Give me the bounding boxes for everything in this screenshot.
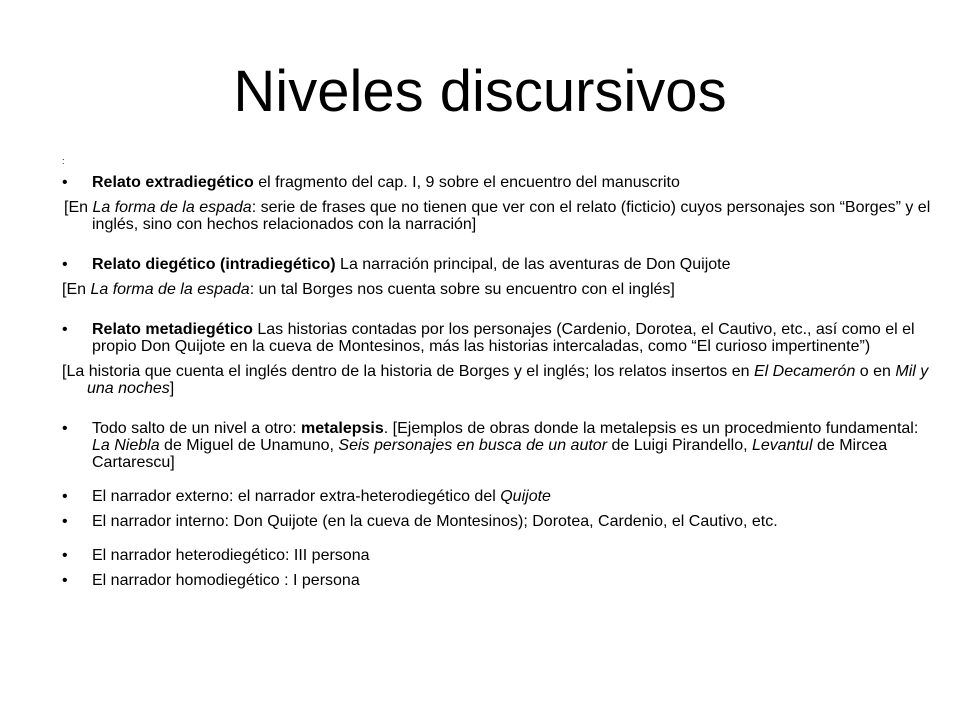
term-diegetico: Relato diegético (intradiegético) — [92, 256, 336, 273]
work-title: Mil y una noches — [87, 363, 929, 397]
metalepsis-text: de Luigi Pirandello, — [607, 437, 752, 454]
note-diegetico — [62, 281, 932, 298]
term-metadiegetico: Relato metadiegético — [92, 321, 253, 338]
bullet-metalepsis — [62, 420, 932, 471]
term-metalepsis: metalepsis — [301, 420, 384, 437]
note-metadiegetico — [62, 363, 932, 397]
work-title: Seis personajes en busca de un autor — [338, 437, 608, 454]
extradiegetico-text: el fragmento del cap. I, 9 sobre el encuentro del manuscrito — [253, 174, 680, 191]
work-title: Quijote — [500, 488, 551, 505]
note-extradiegetico — [62, 199, 932, 233]
bullet-narrador-heterodiegetico — [62, 547, 932, 564]
metalepsis-text: de Miguel de Unamuno, — [159, 437, 339, 454]
bullet-narrador-interno — [62, 513, 932, 530]
note-text: [La historia que cuenta el inglés dentro de la historia de Borges y el inglés; los relatos insertos en — [62, 363, 754, 380]
narrador-externo-text: El narrador externo: el narrador extra-heterodiegético del — [92, 488, 501, 505]
note-text: : un tal Borges nos cuenta sobre su encuentro con el inglés] — [249, 281, 675, 298]
diegetico-text: La narración principal, de las aventuras de Don Quijote — [335, 256, 731, 273]
bullet-narrador-externo — [62, 488, 932, 505]
work-title: La Niebla — [92, 437, 160, 454]
note-text: : serie de frases que no tienen que ver con el relato (ficticio) cuyos personajes son “Borges” y el inglés, sino con hechos relacionados con la narración] — [92, 199, 931, 233]
note-close: ] — [169, 380, 175, 397]
note-text: o en — [855, 363, 896, 380]
work-title: El Decamerón — [753, 363, 856, 380]
bullet-dot: • — [62, 488, 68, 505]
bullet-dot: • — [62, 256, 68, 273]
work-title: La forma de la espada — [92, 199, 252, 216]
bullet-narrador-homodiegetico — [62, 572, 932, 589]
bullet-relato-extradiegetico — [62, 174, 932, 191]
work-title: La forma de la espada — [90, 281, 250, 298]
term-extradiegetico: Relato extradiegético — [92, 174, 254, 191]
metadiegetico-text: Las historias contadas por los personajes (Cardenio, Dorotea, el Cautivo, etc., así como el el propio Don Quijote en la cueva de Montesinos, más las historias intercaladas, como “El curioso impertinente”) — [92, 321, 915, 355]
slide-body — [62, 156, 932, 589]
metalepsis-text: de Mircea Cartarescu] — [92, 437, 888, 471]
bullet-dot: • — [62, 321, 68, 338]
bullet-relato-diegetico — [62, 256, 932, 273]
note-open: [En — [64, 199, 93, 216]
colon-mark: : — [62, 156, 65, 166]
narrador-heterodiegetico-text: El narrador heterodiegético: III persona — [92, 547, 370, 564]
bullet-relato-metadiegetico — [62, 321, 932, 355]
bullet-dot: • — [62, 513, 68, 530]
work-title: Levantul — [752, 437, 813, 454]
narrador-interno-text: El narrador interno: Don Quijote (en la cueva de Montesinos); Dorotea, Cardenio, el Cautivo, etc. — [92, 513, 778, 530]
narrador-homodiegetico-text: El narrador homodiegético : I persona — [92, 572, 360, 589]
metalepsis-text: Todo salto de un nivel a otro: — [92, 420, 302, 437]
slide-title: Niveles discursivos — [233, 59, 727, 124]
note-open: [En — [62, 281, 91, 298]
bullet-dot: • — [62, 174, 68, 191]
metalepsis-text: . [Ejemplos de obras donde la metalepsis es un procedmiento fundamental: — [383, 420, 919, 437]
bullet-dot: • — [62, 572, 68, 589]
bullet-dot: • — [62, 420, 68, 437]
bullet-dot: • — [62, 547, 68, 564]
